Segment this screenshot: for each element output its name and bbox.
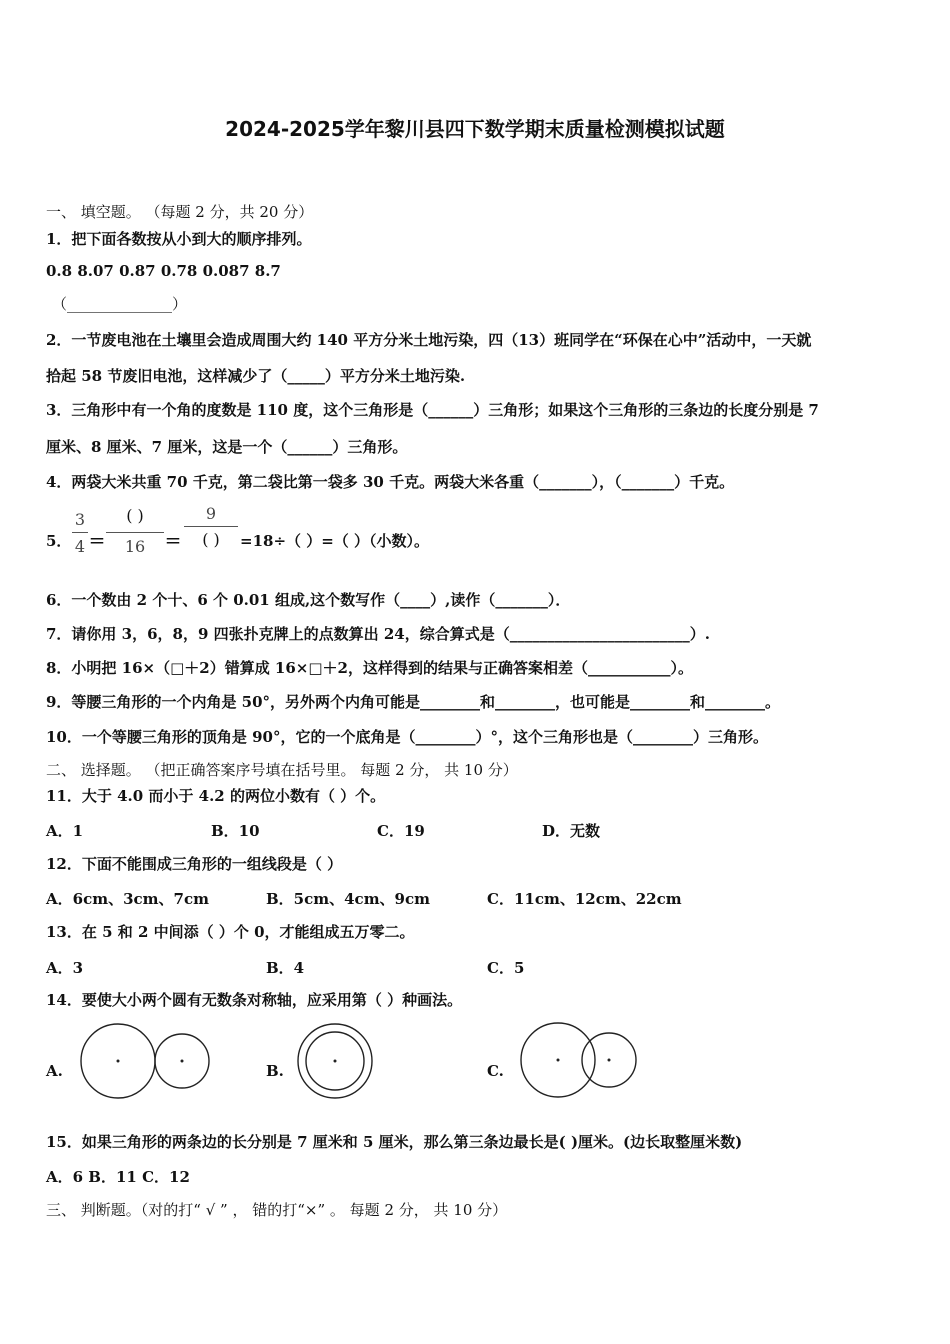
option-c-large-center [557, 1059, 560, 1062]
question-6: 6．一个数由 2 个十、6 个 0.01 组成,这个数写作（____）,读作（_______）． [46, 591, 571, 609]
question-5-tail: =18÷（ ）=（ ）（小数）。 [240, 532, 430, 550]
option-b-center [334, 1060, 337, 1063]
q12-option-a: A．6cm、3cm、7cm [46, 890, 209, 908]
question-7: 7．请你用 3，6，8，9 四张扑克牌上的点数算出 24，综合算式是（________________________）. [46, 625, 710, 643]
question-14: 14．要使大小两个圆有无数条对称轴，应采用第（ ）种画法。 [46, 991, 463, 1009]
question-2-line-1: 2．一节废电池在土壤里会造成周围大约 140 平方分米土地污染，四（13）班同学在“环保在心中”活动中，一天就 [46, 331, 812, 349]
q11-option-c: C．19 [377, 822, 425, 840]
question-1-answer: （______________） [52, 295, 188, 313]
q11-option-a: A．1 [46, 822, 84, 840]
q14-option-b-label: B. [266, 1062, 284, 1080]
option-c-small-center [608, 1059, 611, 1062]
page-title: 2024-2025学年黎川县四下数学期末质量检测模拟试题 [225, 117, 725, 141]
q15-options: A．6 B．11 C．12 [46, 1168, 190, 1186]
fraction-1-denominator: 4 [74, 537, 86, 556]
fraction-3-denominator: ( ) [202, 530, 220, 549]
q13-option-c: C．5 [487, 959, 525, 977]
question-13: 13．在 5 和 2 中间添（ ）个 0，才能组成五万零二。 [46, 923, 415, 941]
section-2-header: 二、 选择题。 （把正确答案序号填在括号里。 每题 2 分， 共 10 分） [46, 761, 518, 779]
equals-1: = [88, 528, 106, 552]
section-1-header: 一、 填空题。 （每题 2 分，共 20 分） [46, 203, 314, 221]
fraction-1-numerator: 3 [74, 510, 86, 529]
option-a-small-center [181, 1060, 184, 1063]
q12-option-c: C．11cm、12cm、22cm [487, 890, 682, 908]
q12-option-b: B．5cm、4cm、9cm [266, 890, 431, 908]
question-11: 11．大于 4.0 而小于 4.2 的两位小数有（ ）个。 [46, 787, 386, 805]
question-12: 12．下面不能围成三角形的一组线段是（ ） [46, 855, 343, 873]
question-1: 1．把下面各数按从小到大的顺序排列。 [46, 230, 312, 248]
q14-option-c-label: C. [487, 1062, 504, 1080]
q11-option-b: B．10 [211, 822, 260, 840]
option-a-large-center [117, 1060, 120, 1063]
question-2-line-2: 拾起 58 节废旧电池，这样减少了（_____）平方分米土地污染. [46, 367, 466, 385]
q13-option-b: B．4 [266, 959, 305, 977]
question-3-line-2: 厘米、8 厘米、7 厘米，这是一个（______）三角形。 [46, 438, 408, 456]
question-9: 9．等腰三角形的一个内角是 50°，另外两个内角可能是________和________，也可能是________和________。 [46, 693, 781, 711]
question-10: 10．一个等腰三角形的顶角是 90°，它的一个底角是（________）°，这个三角形也是（________）三角形。 [46, 728, 768, 746]
fraction-2-numerator: ( ) [126, 506, 144, 525]
question-3-line-1: 3．三角形中有一个角的度数是 110 度，这个三角形是（______）三角形；如果这个三角形的三条边的长度分别是 7 [46, 401, 819, 419]
q14-option-a-label: A. [46, 1062, 63, 1080]
question-15: 15．如果三角形的两条边的长分别是 7 厘米和 5 厘米，那么第三条边最长是( )厘米。(边长取整厘米数) [46, 1133, 743, 1151]
section-3-header: 三、 判断题。（对的打“ √ ” ， 错的打“×” 。 每题 2 分， 共 10 分） [46, 1201, 508, 1219]
fraction-2-denominator: 16 [124, 537, 146, 556]
question-8: 8．小明把 16×（□＋2）错算成 16×□＋2，这样得到的结果与正确答案相差（___________）。 [46, 659, 693, 677]
question-5-label: 5． [46, 532, 72, 550]
question-1-numbers: 0.8 8.07 0.87 0.78 0.087 8.7 [46, 262, 281, 280]
q13-option-a: A．3 [46, 959, 84, 977]
q11-option-d: D．无数 [542, 822, 601, 840]
fraction-3-numerator: 9 [205, 504, 217, 523]
equals-2: = [164, 528, 182, 552]
question-4: 4．两袋大米共重 70 千克，第二袋比第一袋多 30 千克。两袋大米各重（_______），（_______）千克。 [46, 473, 735, 491]
